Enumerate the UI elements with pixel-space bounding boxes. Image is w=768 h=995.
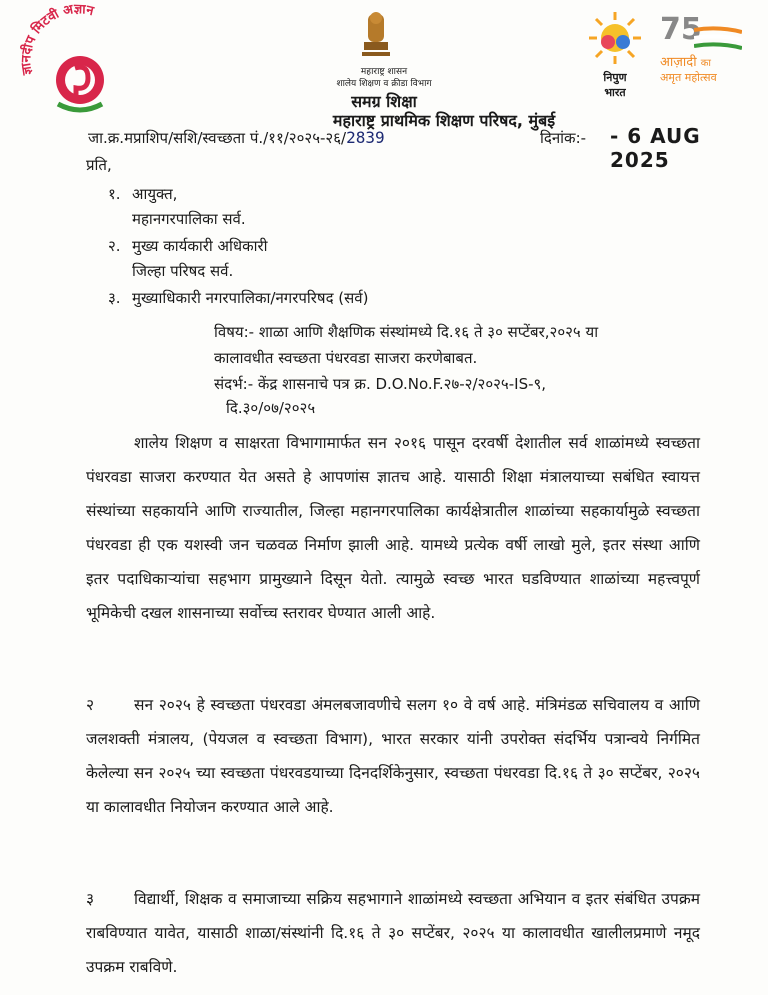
gov-name: महाराष्ट्र शासन [360,67,408,77]
reference-line-1: संदर्भ:- केंद्र शासनाचे पत्र क्र. D.O.No.F.२७-२/२०२५-IS-९, [214,375,547,393]
nipun-bharat-logo [585,8,645,98]
reference-line-2: दि.३०/०७/२०२५ [226,399,316,417]
paragraph-2-no: २ [86,696,95,714]
recipient-3-no: ३. [108,289,121,307]
recipient-2-no: २. [108,237,121,255]
paragraph-2 [86,688,700,824]
azadi-text-3: अमृत महोत्सव [660,71,717,84]
paragraph-1-text: शालेय शिक्षण व साक्षरता विभागामार्फत सन २०१६ पासून दरवर्षी देशातील सर्व शाळांमध्ये स्वच्छता पंधरवडा साजरा करण्यात येत असते हे आपणांस ज्ञातच आहे. यासाठी शिक्षा मंत्रालयाच्या सबंधित स्वायत्त संस्थांच्या सहकार्याने आणि राज्यातील, जिल्हा महानगरपालिका कार्यक्षेत्रातील शाळांच्या सहकार्यामुळे स्वच्छता पंधरवडा ही एक यशस्वी जन चळवळ निर्माण झाली आहे. यामध्ये प्रत्येक वर्षी लाखो मुले, इतर संस्था आणि इतर पदाधिकाऱ्यांचा सहभाग प्रामुख्याने दिसून येतो. त्यामुळे स्वच्छ भारत घडविण्यात शाळांच्या महत्त्वपूर्ण भूमिकेची दखल शासनाच्या सर्वोच्च स्तरावर घेण्यात आली आहे. [86,434,700,622]
azadi-text-1: आज़ादी [660,55,697,70]
recipient-1-no: १. [108,185,121,203]
reference-handwritten-number: 2839 [346,128,385,147]
date-label: दिनांक:- [540,129,587,147]
paragraph-2-text: सन २०२५ हे स्वच्छता पंधरवडा अंमलबजावणीचे सलग १० वे वर्ष आहे. मंत्रिमंडळ सचिवालय व आणि जलशक्ती मंत्रालय, (पेयजल व स्वच्छता विभाग), भारत सरकार यांनी उपरोक्त संदर्भिय पत्रान्वये निर्गमित केलेल्या सन २०२५ च्या स्वच्छता पंधरवडयाच्या दिनदर्शिकेनुसार, स्वच्छता पंधरवडा दि.१६ ते ३० सप्टेंबर, २०२५ या कालावधीत नियोजन करण्यात आले आहे. [86,696,700,816]
nipun-text-2: भारत [604,86,626,99]
paragraph-3-text: विद्यार्थी, शिक्षक व समाजाच्या सक्रिय सहभागाने शाळांमध्ये स्वच्छता अभियान व इतर संबंधित उपक्रम राबविण्यात यावेत, यासाठी शाळा/संस्थांनी दि.१६ ते ३० सप्टेंबर, २०२५ या कालावधीत खालीलप्रमाणे नमूद उपक्रम राबविणे. [86,890,700,976]
subject-line-2: कालावधीत स्वच्छता पंधरवडा साजरा करणेबाबत. [214,349,478,367]
logo-arc-text: ज्ञानदीप मिटवी अज्ञान [18,4,96,76]
paragraph-3-no: ३ [86,890,95,908]
reference-prefix: जा.क्र.मप्राशिप/सशि/स्वच्छता पं./११/२०२५-२६/ [88,129,347,147]
nipun-text-1: निपुण [603,71,627,84]
reference-number [88,128,385,148]
recipient-3-line1: मुख्याधिकारी नगरपालिका/नगरपरिषद (सर्व) [132,289,369,307]
recipient-1-line1: आयुक्त, [132,185,178,203]
recipient-1-line2: महानगरपालिका सर्व. [132,210,246,228]
department-name: शालेय शिक्षण व क्रीडा विभाग [336,79,432,89]
paragraph-1 [86,426,700,630]
date-stamp: - 6 AUG 2025 [610,124,701,172]
state-emblem-icon [358,8,394,62]
recipient-2-line1: मुख्य कार्यकारी अधिकारी [132,237,268,255]
azadi-number: 75 [660,12,702,47]
azadi-ka-amrit-mahotsav-logo [656,12,746,87]
paragraph-3 [86,882,700,984]
council-title: महाराष्ट्र प्राथमिक शिक्षण परिषद, मुंबई [332,111,556,130]
recipients-heading: प्रति, [86,156,112,174]
scheme-title: समग्र शिक्षा [351,92,417,111]
azadi-text-2: का [700,58,711,69]
subject-line-1: विषय:- शाळा आणि शैक्षणिक संस्थांमध्ये दि.१६ ते ३० सप्टेंबर,२०२५ या [214,323,599,341]
recipient-2-line2: जिल्हा परिषद सर्व. [132,262,234,280]
